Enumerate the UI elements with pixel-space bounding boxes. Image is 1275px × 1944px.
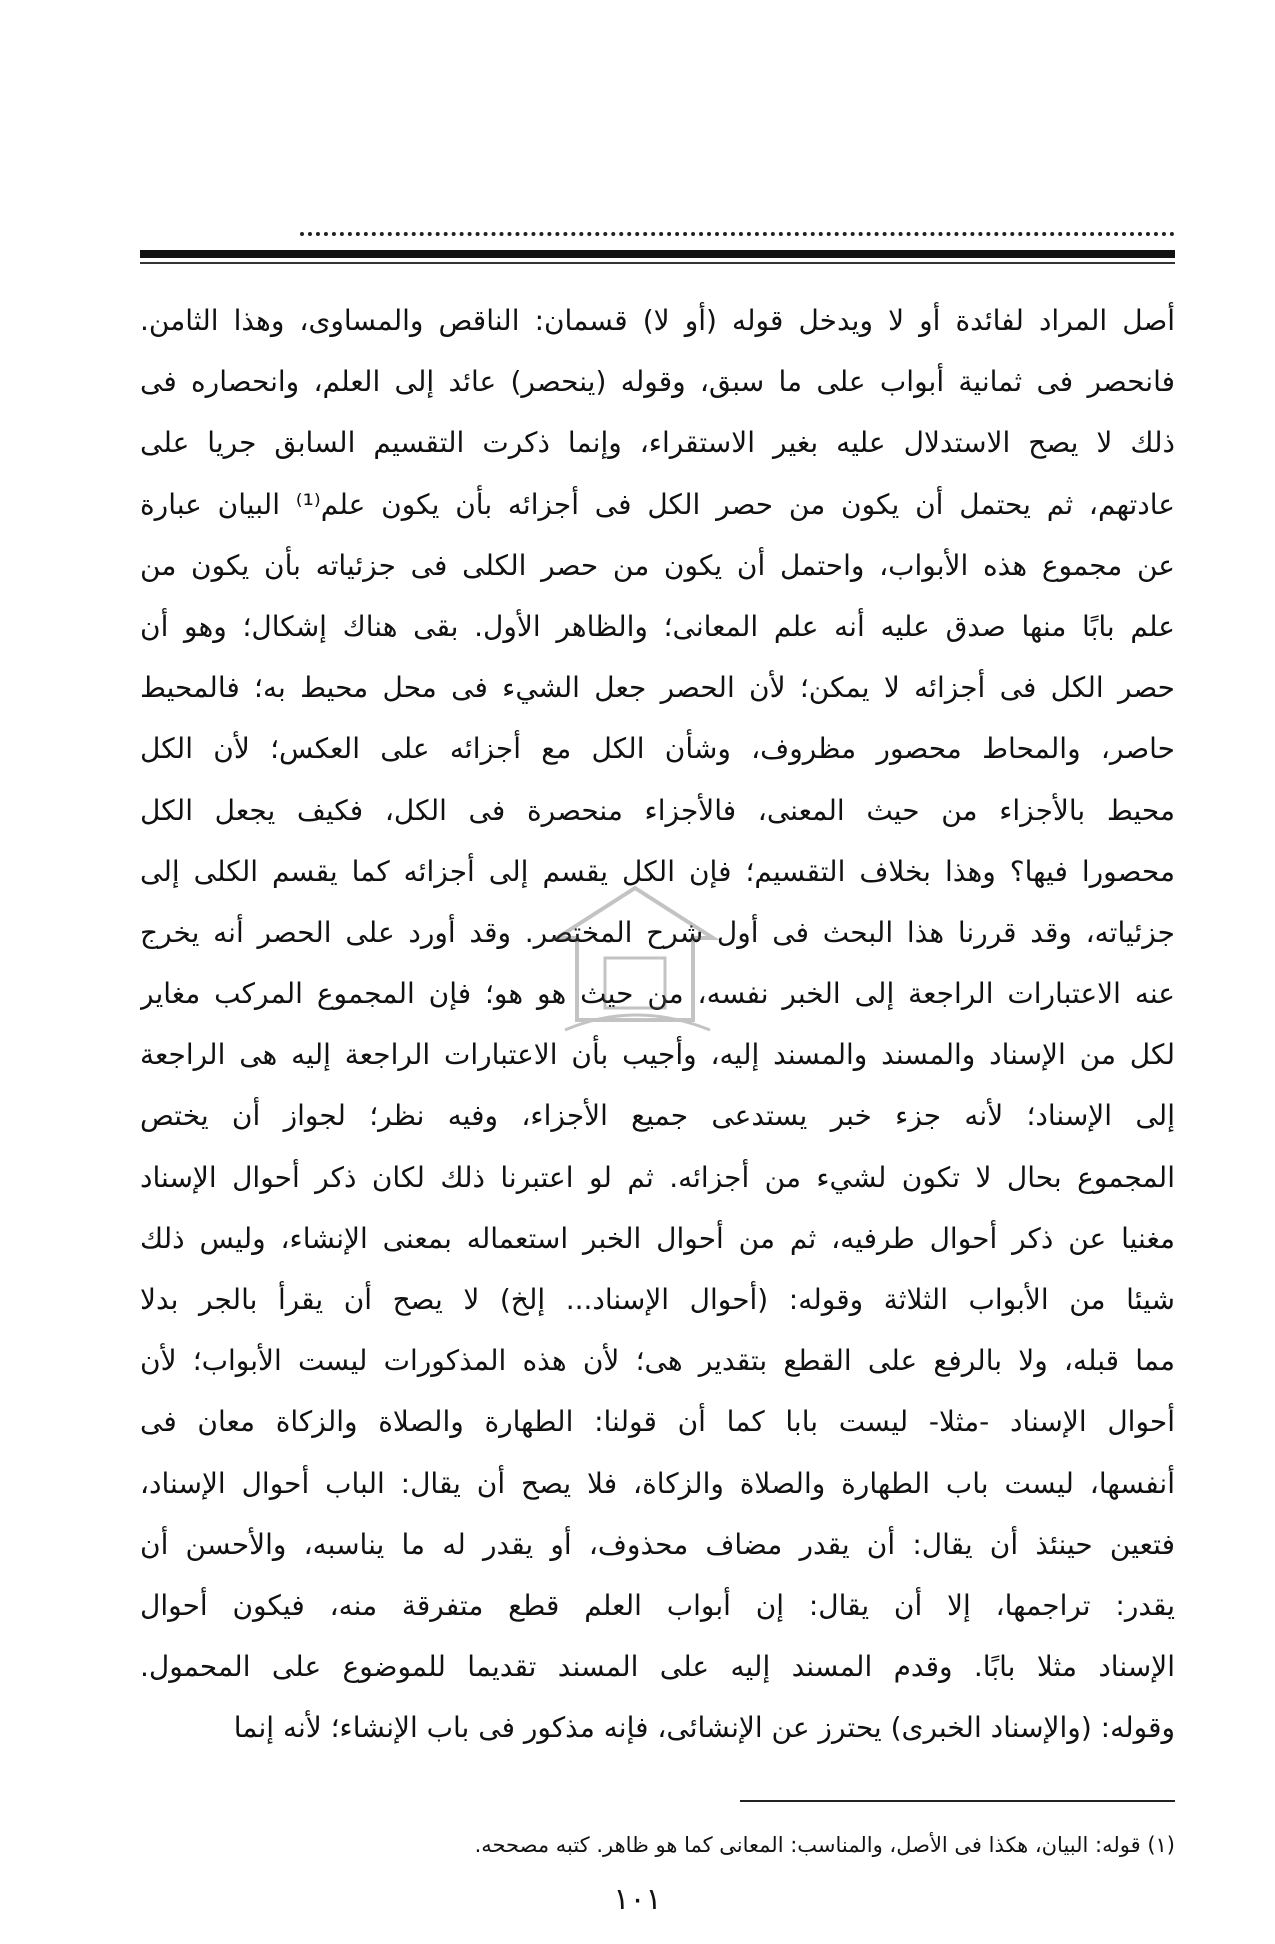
body-line: مغنيا عن ذكر أحوال طرفيه، ثم من أحوال الخبر استعماله بمعنى الإنشاء، وليس ذلك bbox=[140, 1221, 1175, 1255]
body-line: الإسناد مثلا بابًا. وقدم المسند إليه على المسند تقديما للموضوع على المحمول. bbox=[140, 1650, 1175, 1684]
footnote: (١) قوله: البيان، هكذا فى الأصل، والمناسب: المعانى كما هو ظاهر. كتبه مصححه. bbox=[474, 1833, 1175, 1857]
body-line: أنفسها، ليست باب الطهارة والصلاة والزكاة، فلا يصح أن يقال: الباب أحوال الإسناد، bbox=[140, 1466, 1175, 1500]
body-line: ذلك لا يصح الاستدلال عليه بغير الاستقراء، وإنما ذكرت التقسيم السابق جريا على bbox=[140, 426, 1175, 460]
body-line: عادتهم، ثم يحتمل أن يكون من حصر الكل فى أجزائه بأن يكون علم⁽¹⁾ البيان عبارة bbox=[140, 487, 1175, 521]
header-thick-rule bbox=[140, 250, 1175, 258]
body-line: محيط بالأجزاء من حيث المعنى، فالأجزاء منحصرة فى الكل، فكيف يجعل الكل bbox=[140, 793, 1175, 827]
footnote-rule bbox=[740, 1800, 1175, 1802]
body-line: إلى الإسناد؛ لأنه جزء خبر يستدعى جميع الأجزاء، وفيه نظر؛ لجواز أن يختص bbox=[140, 1099, 1175, 1133]
body-line: لكل من الإسناد والمسند والمسند إليه، وأجيب بأن الاعتبارات الراجعة إليه هى الراجعة bbox=[140, 1038, 1175, 1072]
body-line: أحوال الإسناد -مثلا- ليست بابا كما أن قولنا: الطهارة والصلاة والزكاة معان فى bbox=[140, 1405, 1175, 1439]
body-line: حاصر، والمحاط محصور مظروف، وشأن الكل مع أجزائه على العكس؛ لأن الكل bbox=[140, 732, 1175, 766]
body-line: محصورا فيها؟ وهذا بخلاف التقسيم؛ فإن الكل يقسم إلى أجزائه كما يقسم الكلى إلى bbox=[140, 854, 1175, 888]
body-line: حصر الكل فى أجزائه لا يمكن؛ لأن الحصر جعل الشيء فى محل محيط به؛ فالمحيط bbox=[140, 671, 1175, 705]
body-line: يقدر: تراجمها، إلا أن يقال: إن أبواب العلم قطع متفرقة منه، فيكون أحوال bbox=[140, 1588, 1175, 1622]
body-line: وقوله: (والإسناد الخبرى) يحترز عن الإنشائى، فإنه مذكور فى باب الإنشاء؛ لأنه إنما bbox=[233, 1711, 1175, 1745]
body-line: فانحصر فى ثمانية أبواب على ما سبق، وقوله (ينحصر) عائد إلى العلم، وانحصاره فى bbox=[140, 365, 1175, 399]
header-thin-rule bbox=[140, 262, 1175, 264]
body-line: عنه الاعتبارات الراجعة إلى الخبر نفسه، من حيث هو هو؛ فإن المجموع المركب مغاير bbox=[140, 977, 1175, 1011]
watermark-stamp bbox=[545, 880, 725, 1040]
body-line: مما قبله، ولا بالرفع على القطع بتقدير هى؛ لأن هذه المذكورات ليست الأبواب؛ لأن bbox=[140, 1344, 1175, 1378]
body-line: المجموع بحال لا تكون لشيء من أجزائه. ثم لو اعتبرنا ذلك لكان ذكر أحوال الإسناد bbox=[140, 1160, 1175, 1194]
page-number: ١٠١ bbox=[613, 1882, 662, 1917]
body-line: جزئياته، وقد قررنا هذا البحث فى أول شرح المختصر. وقد أورد على الحصر أنه يخرج bbox=[140, 915, 1175, 949]
body-line: علم بابًا منها صدق عليه أنه علم المعانى؛ والظاهر الأول. بقى هناك إشكال؛ وهو أن bbox=[140, 609, 1175, 643]
header-dotted-rule bbox=[300, 232, 1175, 246]
body-line: شيئا من الأبواب الثلاثة وقوله: (أحوال الإسناد... إلخ) لا يصح أن يقرأ بالجر بدلا bbox=[140, 1283, 1175, 1316]
body-line: أصل المراد لفائدة أو لا ويدخل قوله (أو لا) قسمان: الناقص والمساوى، وهذا الثامن. bbox=[140, 304, 1175, 337]
body-line: فتعين حينئذ أن يقال: أن يقدر مضاف محذوف، أو يقدر له ما يناسبه، والأحسن أن bbox=[140, 1527, 1175, 1561]
body-line: عن مجموع هذه الأبواب، واحتمل أن يكون من حصر الكلى فى جزئياته بأن يكون من bbox=[140, 548, 1175, 582]
